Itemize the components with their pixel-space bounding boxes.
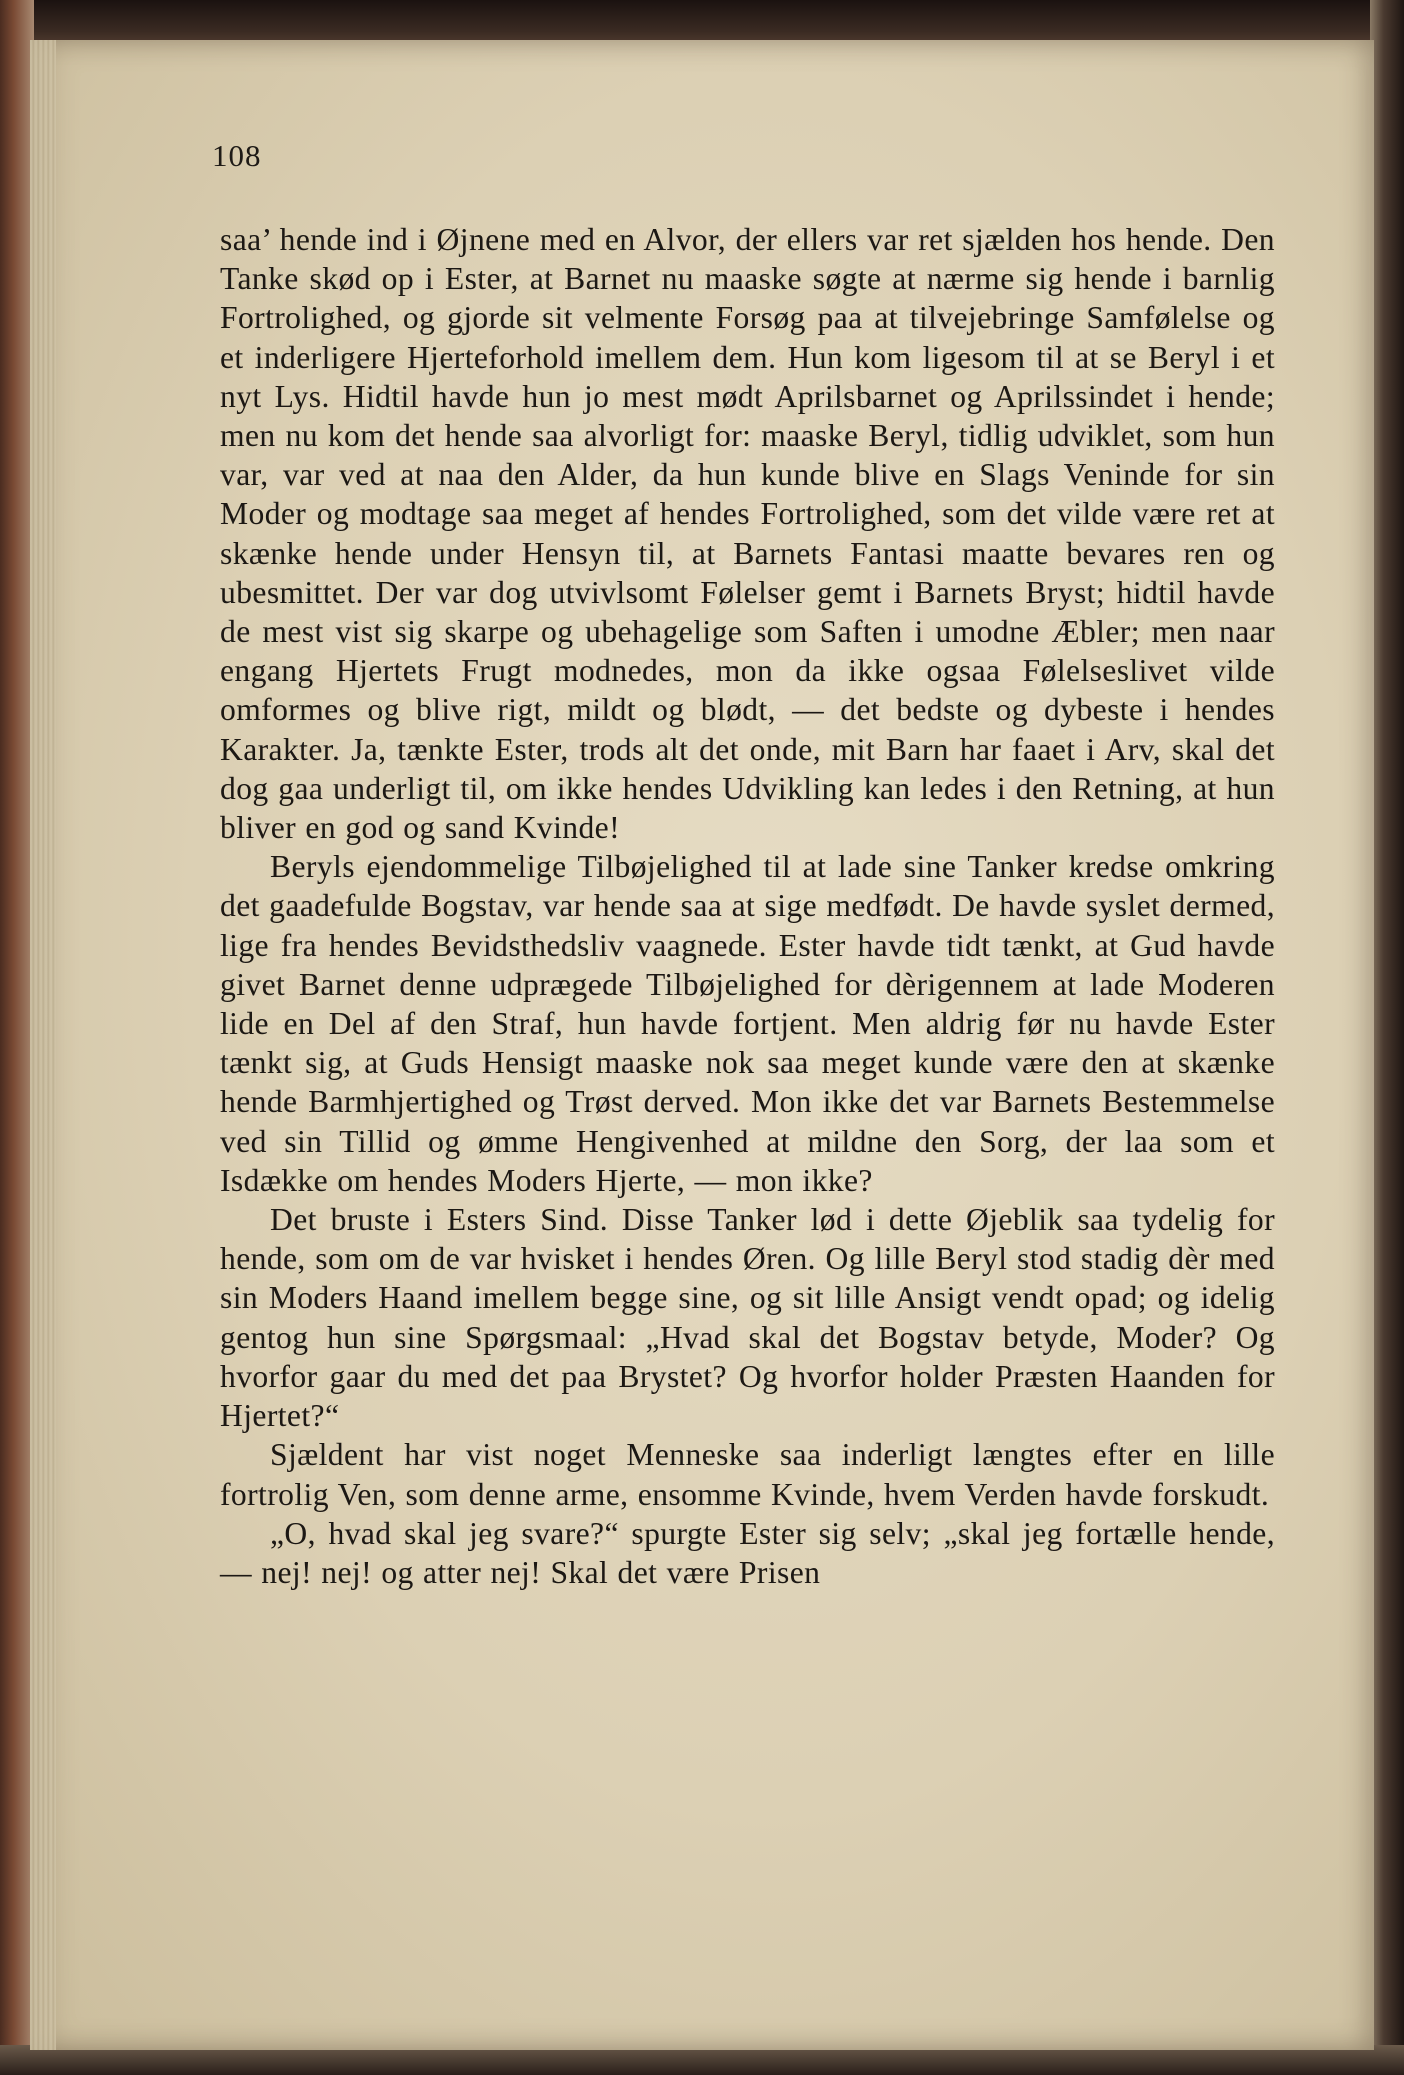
paragraph: Beryls ejendommelige Tilbøjelighed til at lade sine Tanker kredse omkring det gaadefulde Bogstav, var hende saa at sige medfødt. De havde syslet dermed, lige fra hendes Bevidsthedsliv vaagnede. Ester havde tidt tænkt, at Gud havde givet Barnet denne udprægede Tilbøjelighed for dèrigennem at lade Moderen lide en Del af den Straf, hun havde fortjent. Men aldrig før nu havde Ester tænkt sig, at Guds Hensigt maaske nok saa meget kunde være den at skænke hende Barmhjertighed og Trøst derved. Mon ikke det var Barnets Bestemmelse ved sin Tillid og ømme Hengivenhed at mildne den Sorg, der laa som et Isdække om hendes Moders Hjerte, — mon ikke? (220, 849, 1275, 1198)
page-text (220, 220, 1275, 1592)
paragraph: Det bruste i Esters Sind. Disse Tanker lød i dette Øjeblik saa tydelig for hende, som om de var hvisket i hendes Øren. Og lille Beryl stod stadig dèr med sin Moders Haand imellem begge sine, og sit lille Ansigt vendt opad; og idelig gentog hun sine Spørgsmaal: „Hvad skal det Bogstav betyde, Moder? Og hvorfor gaar du med det paa Brystet? Og hvorfor holder Præsten Haanden for Hjertet?“ (220, 1202, 1275, 1434)
paragraph: „O, hvad skal jeg svare?“ spurgte Ester sig selv; „skal jeg fortælle hende, — nej! nej! og atter nej! Skal det være Prisen (220, 1515, 1275, 1590)
book-edge-right (1370, 0, 1404, 2075)
paragraph: saa’ hende ind i Øjnene med en Alvor, der ellers var ret sjælden hos hende. Den Tanke skød op i Ester, at Barnet nu maaske søgte at nærme sig hende i barnlig Fortrolighed, og gjorde sit velmente Forsøg paa at tilvejebringe Samfølelse og et inderligere Hjerteforhold imellem dem. Hun kom ligesom til at se Beryl i et nyt Lys. Hidtil havde hun jo mest mødt Aprilsbarnet og Aprilssindet i hende; men nu kom det hende saa alvorligt for: maaske Beryl, tidlig udviklet, som hun var, var ved at naa den Alder, da hun kunde blive en Slags Veninde for sin Moder og modtage saa meget af hendes Fortrolighed, som det vilde være ret at skænke hende under Hensyn til, at Barnets Fantasi maatte bevares ren og ubesmittet. Der var dog utvivlsomt Følelser gemt i Barnets Bryst; hidtil havde de mest vist sig skarpe og ubehagelige som Saften i umodne Æbler; men naar engang Hjertets Frugt modnedes, mon da ikke ogsaa Følelseslivet vilde omformes og blive rigt, mildt og blødt, — det bedste og dybeste i hendes Karakter. Ja, tænkte Ester, trods alt det onde, mit Barn har faaet i Arv, skal det dog gaa underligt til, om ikke hendes Udvikling kan ledes i den Retning, at hun bliver en god og sand Kvinde! (220, 222, 1275, 846)
page-edge-lines (30, 40, 56, 2050)
page-number: 108 (212, 138, 262, 173)
book-binding-left (0, 0, 34, 2075)
paragraph: Sjældent har vist noget Menneske saa inderligt længtes efter en lille fortrolig Ven, som denne arme, ensomme Kvinde, hvem Verden havde forskudt. (220, 1437, 1275, 1512)
